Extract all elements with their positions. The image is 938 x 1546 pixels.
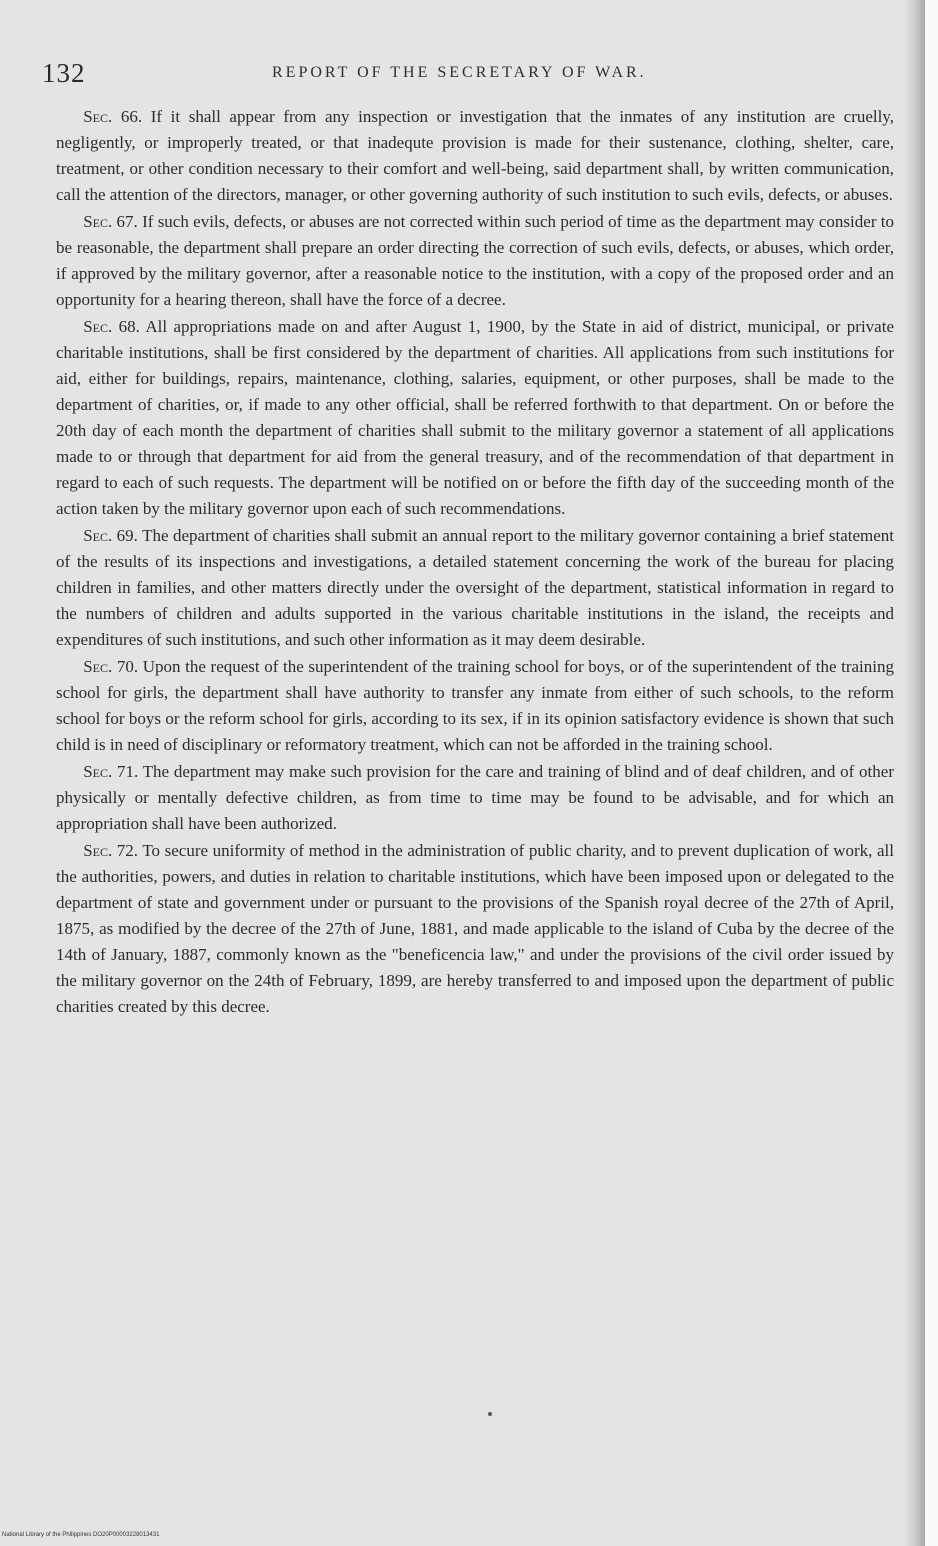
page-edge-shadow	[905, 0, 925, 1546]
section-label: Sec. 69.	[83, 526, 138, 545]
section-text: The department of charities shall submit an annual report to the military governor containing a brief statement of the results of its inspections and investigations, a detailed statement concerning the work of the bureau for placing children in families, and other matters directly under the oversight of the department, statistical information in regard to the numbers of children and adults supported in the various charitable institutions in the island, the receipts and expenditures of such institutions, and such other information as it may deem desirable.	[56, 526, 894, 649]
section-label: Sec. 68.	[83, 317, 140, 336]
footer-credit: National Library of the Philippines DO20P00003228013431	[2, 1532, 160, 1538]
section-label: Sec. 66.	[83, 107, 143, 126]
ink-dot	[488, 1412, 492, 1416]
running-head: REPORT OF THE SECRETARY OF WAR.	[272, 64, 647, 81]
section-text: All appropriations made on and after August 1, 1900, by the State in aid of district, municipal, or private charitable institutions, shall be first considered by the department of charities. All applications from such institutions for aid, either for buildings, repairs, maintenance, clothing, salaries, equipment, or other purposes, shall be made to the department of charities, or, if made to any other official, shall be referred forthwith to that department. On or before the 20th day of each month the department of charities shall submit to the military governor a statement of all applications made to or through that department for aid from the general treasury, and of the recommendation of that department in regard to each of such requests. The department will be notified on or before the fifth day of the succeeding month of the action taken by the military governor upon each of such recommendations.	[56, 317, 894, 518]
section-label: Sec. 70.	[83, 657, 139, 676]
section-text: The department may make such provision for the care and training of blind and of deaf children, and of other physically or mentally defective children, as from time to time may be found to be advisable, and for which an appropriation shall have been authorized.	[56, 762, 894, 833]
page-header	[42, 58, 882, 92]
section-69	[56, 523, 894, 653]
section-72	[56, 838, 894, 1020]
page-number: 132	[42, 58, 86, 88]
document-body	[56, 104, 894, 1021]
section-71	[56, 759, 894, 837]
scan-margin	[925, 0, 938, 1546]
section-67	[56, 209, 894, 313]
section-text: To secure uniformity of method in the administration of public charity, and to prevent duplication of work, all the authorities, powers, and duties in relation to charitable institutions, which have been imposed upon or delegated to the department of state and government under or pursuant to the provisions of the Spanish royal decree of the 27th of April, 1875, as modified by the decree of the 27th of June, 1881, and made applicable to the island of Cuba by the decree of the 14th of January, 1887, commonly known as the "beneficencia law," and under the provisions of the civil order issued by the military governor on the 24th of February, 1899, are hereby transferred to and imposed upon the department of public charities created by this decree.	[56, 841, 894, 1016]
section-70	[56, 654, 894, 758]
section-text: If it shall appear from any inspection or investigation that the inmates of any institution are cruelly, negligently, or improperly treated, or that inadequte provision is made for their sustenance, clothing, shelter, care, treatment, or other condition necessary to their comfort and well-being, said department shall, by written communication, call the attention of the directors, manager, or other governing authority of such institution to such evils, defects, or abuses.	[56, 107, 894, 204]
section-text: Upon the request of the superintendent of the training school for boys, or of the superintendent of the training school for girls, the department shall have authority to transfer any inmate from either of such schools, to the reform school for boys or the reform school for girls, according to its sex, if in its opinion satisfactory evidence is shown that such child is in need of disciplinary or reformatory treatment, which can not be afforded in the training school.	[56, 657, 894, 754]
section-66	[56, 104, 894, 208]
section-68	[56, 314, 894, 522]
section-label: Sec. 72.	[83, 841, 139, 860]
section-label: Sec. 71.	[83, 762, 139, 781]
section-label: Sec. 67.	[83, 212, 138, 231]
section-text: If such evils, defects, or abuses are not corrected within such period of time as the department may consider to be reasonable, the department shall prepare an order directing the correction of such evils, defects, or abuses, which order, if approved by the military governor, after a reasonable notice to the institution, with a copy of the proposed order and an opportunity for a hearing thereon, shall have the force of a decree.	[56, 212, 894, 309]
